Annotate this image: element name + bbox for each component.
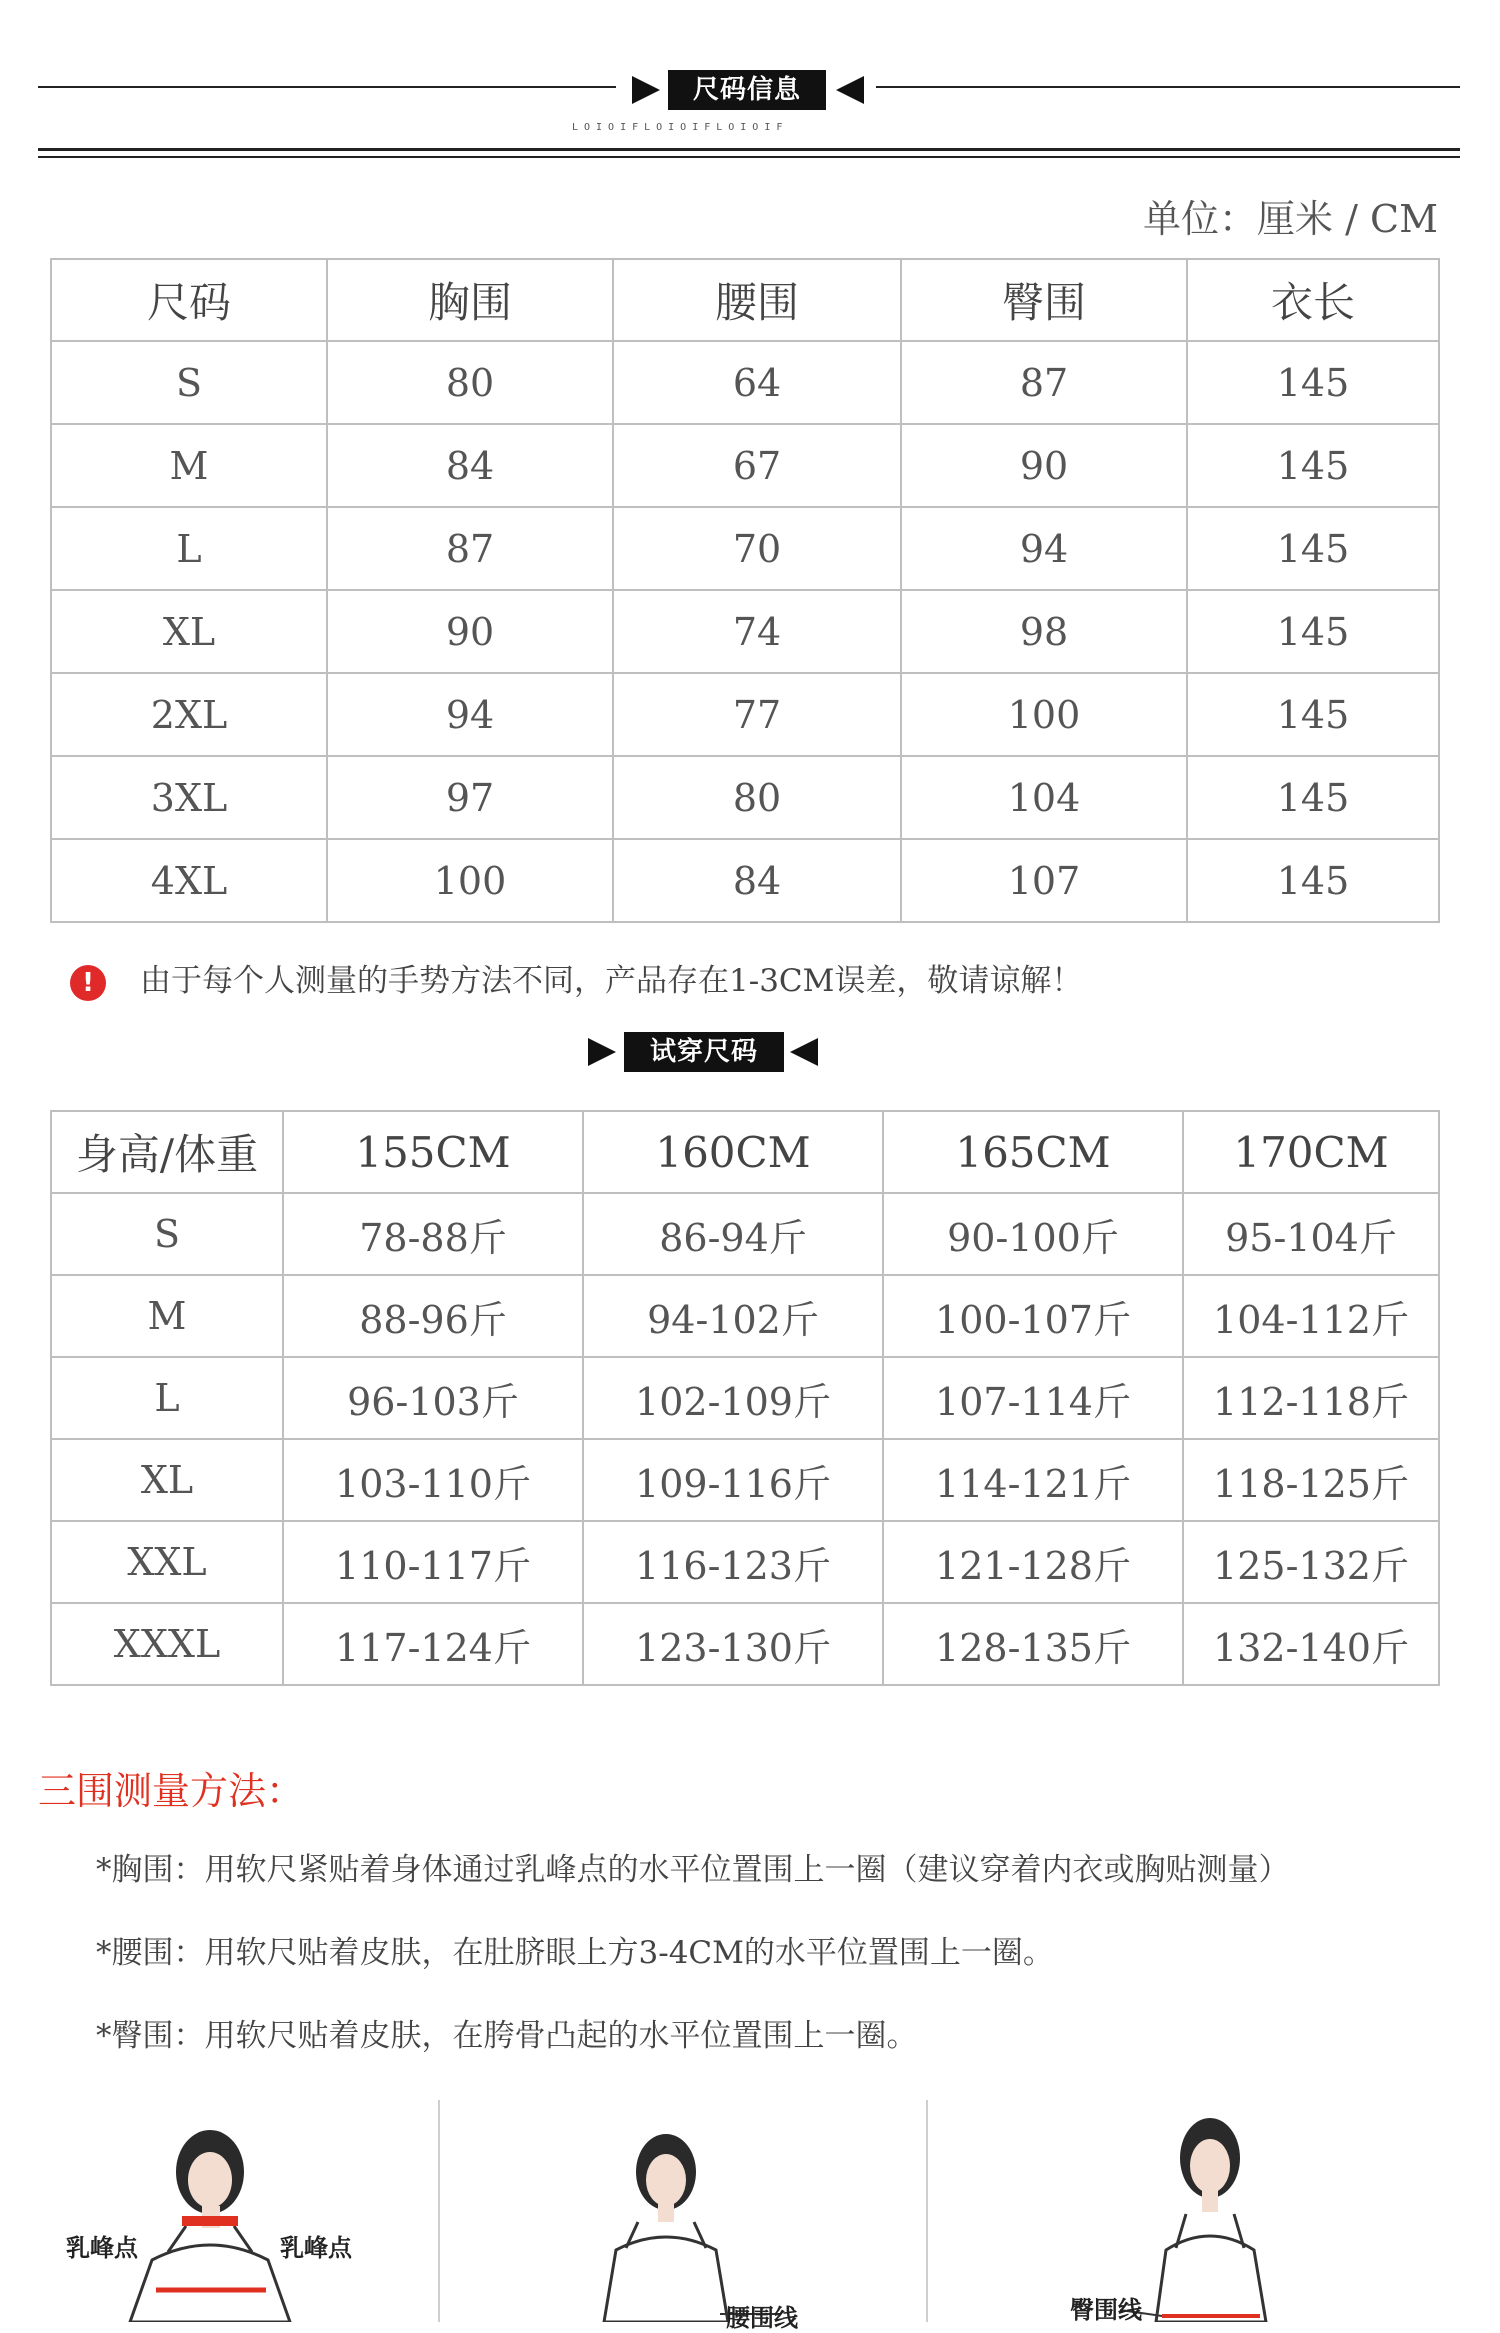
fit_table-size-cell: S xyxy=(51,1193,283,1275)
size_table-size-cell: XL xyxy=(51,590,327,673)
size_table-header-cell: 尺码 xyxy=(51,259,327,341)
size_table-value-cell: 145 xyxy=(1187,507,1439,590)
size_table-header-cell: 臀围 xyxy=(901,259,1187,341)
header-left-line xyxy=(38,86,616,88)
table-row xyxy=(51,1603,1439,1685)
size_table-size-cell: 2XL xyxy=(51,673,327,756)
size-info-badge: 尺码信息 xyxy=(668,70,826,110)
size_table-value-cell: 145 xyxy=(1187,341,1439,424)
fit_table-value-cell: 90-100斤 xyxy=(883,1193,1183,1275)
fit_table-header-cell: 160CM xyxy=(583,1111,883,1193)
size_table-size-cell: M xyxy=(51,424,327,507)
measure-line-waist: *腰围：用软尺贴着皮肤，在肚脐眼上方3-4CM的水平位置围上一圈。 xyxy=(96,1935,1054,1971)
fit-table xyxy=(50,1110,1440,1686)
table-row xyxy=(51,507,1439,590)
table-row xyxy=(51,590,1439,673)
size_table-header-cell: 胸围 xyxy=(327,259,613,341)
fit_table-size-cell: XXL xyxy=(51,1521,283,1603)
size_table-value-cell: 77 xyxy=(613,673,901,756)
size_table-value-cell: 145 xyxy=(1187,756,1439,839)
size_table-header-cell: 腰围 xyxy=(613,259,901,341)
size_table-value-cell: 104 xyxy=(901,756,1187,839)
size_table-size-cell: S xyxy=(51,341,327,424)
size_table-value-cell: 100 xyxy=(327,839,613,922)
fit_table-value-cell: 110-117斤 xyxy=(283,1521,583,1603)
size_table-value-cell: 98 xyxy=(901,590,1187,673)
unit-label: 单位：厘米 / CM xyxy=(1143,197,1438,241)
bust-point-label-right: 乳峰点 xyxy=(280,2234,352,2262)
size_table-value-cell: 87 xyxy=(901,341,1187,424)
size_table-value-cell: 80 xyxy=(327,341,613,424)
fit-right-flag-icon xyxy=(790,1038,818,1066)
notice-text: 由于每个人测量的手势方法不同，产品存在1-3CM误差，敬请谅解！ xyxy=(140,963,1083,999)
fit_table-value-cell: 128-135斤 xyxy=(883,1603,1183,1685)
table-row xyxy=(51,756,1439,839)
size_table-value-cell: 90 xyxy=(901,424,1187,507)
fit_table-value-cell: 118-125斤 xyxy=(1183,1439,1439,1521)
fit_table-size-cell: M xyxy=(51,1275,283,1357)
size_table-value-cell: 84 xyxy=(327,424,613,507)
waist-figure xyxy=(580,2130,820,2322)
measure-title: 三围测量方法： xyxy=(38,1769,305,1813)
fit_table-value-cell: 100-107斤 xyxy=(883,1275,1183,1357)
size_table-value-cell: 94 xyxy=(901,507,1187,590)
left-flag-icon xyxy=(632,76,660,104)
table-row xyxy=(51,1521,1439,1603)
size_table-value-cell: 94 xyxy=(327,673,613,756)
size_table-value-cell: 87 xyxy=(327,507,613,590)
fit_table-header-cell: 170CM xyxy=(1183,1111,1439,1193)
measure-line-hip: *臀围：用软尺贴着皮肤，在胯骨凸起的水平位置围上一圈。 xyxy=(96,2018,918,2054)
fit_table-header-cell: 155CM xyxy=(283,1111,583,1193)
size_table-value-cell: 107 xyxy=(901,839,1187,922)
fit_table-value-cell: 125-132斤 xyxy=(1183,1521,1439,1603)
table-row xyxy=(51,1193,1439,1275)
bust-figure xyxy=(60,2120,420,2322)
fit_table-header-cell: 身高/体重 xyxy=(51,1111,283,1193)
hip-line-label: 臀围线 xyxy=(1070,2296,1142,2324)
fit_table-value-cell: 121-128斤 xyxy=(883,1521,1183,1603)
fit_table-size-cell: XL xyxy=(51,1439,283,1521)
size_table-size-cell: 4XL xyxy=(51,839,327,922)
fit_table-value-cell: 104-112斤 xyxy=(1183,1275,1439,1357)
fit_table-value-cell: 109-116斤 xyxy=(583,1439,883,1521)
size_table-header-row xyxy=(51,259,1439,341)
fit_table-value-cell: 114-121斤 xyxy=(883,1439,1183,1521)
size_table-value-cell: 80 xyxy=(613,756,901,839)
exclamation-icon: ! xyxy=(70,965,106,1001)
fit_table-value-cell: 117-124斤 xyxy=(283,1603,583,1685)
size_table-value-cell: 90 xyxy=(327,590,613,673)
size_table-value-cell: 100 xyxy=(901,673,1187,756)
size_table-value-cell: 64 xyxy=(613,341,901,424)
table-row xyxy=(51,1275,1439,1357)
error-notice xyxy=(70,955,1082,1001)
fit_table-value-cell: 78-88斤 xyxy=(283,1193,583,1275)
size_table-value-cell: 145 xyxy=(1187,839,1439,922)
waist-line-label: 腰围线 xyxy=(726,2304,798,2332)
fit_table-value-cell: 123-130斤 xyxy=(583,1603,883,1685)
fit_table-value-cell: 102-109斤 xyxy=(583,1357,883,1439)
header-double-line-bottom xyxy=(38,156,1460,158)
size_table-size-cell: L xyxy=(51,507,327,590)
figure-divider-1 xyxy=(438,2100,440,2322)
size_table-value-cell: 74 xyxy=(613,590,901,673)
fit_table-value-cell: 107-114斤 xyxy=(883,1357,1183,1439)
table-row xyxy=(51,673,1439,756)
fit-left-flag-icon xyxy=(588,1038,616,1066)
fit_table-size-cell: L xyxy=(51,1357,283,1439)
table-row xyxy=(51,341,1439,424)
fit_table-header-row xyxy=(51,1111,1439,1193)
size_table-value-cell: 97 xyxy=(327,756,613,839)
size_table-header-cell: 衣长 xyxy=(1187,259,1439,341)
fit_table-value-cell: 112-118斤 xyxy=(1183,1357,1439,1439)
size-table xyxy=(50,258,1440,923)
fit_table-value-cell: 94-102斤 xyxy=(583,1275,883,1357)
fit-size-badge: 试穿尺码 xyxy=(624,1032,784,1072)
measure-line-bust: *胸围：用软尺紧贴着身体通过乳峰点的水平位置围上一圈（建议穿着内衣或胸贴测量） xyxy=(96,1852,1290,1888)
right-flag-icon xyxy=(836,76,864,104)
fit_table-header-cell: 165CM xyxy=(883,1111,1183,1193)
fit_table-size-cell: XXXL xyxy=(51,1603,283,1685)
header-double-line-top xyxy=(38,148,1460,151)
hip-figure xyxy=(1110,2110,1350,2322)
bust-point-label-left: 乳峰点 xyxy=(66,2234,138,2262)
fit_table-value-cell: 103-110斤 xyxy=(283,1439,583,1521)
size_table-size-cell: 3XL xyxy=(51,756,327,839)
figure-divider-2 xyxy=(926,2100,928,2322)
size_table-value-cell: 145 xyxy=(1187,424,1439,507)
decorative-dots: LOIOIFLOIOIFLOIOIF xyxy=(572,122,789,133)
size_table-value-cell: 70 xyxy=(613,507,901,590)
size_table-value-cell: 145 xyxy=(1187,590,1439,673)
fit_table-value-cell: 86-94斤 xyxy=(583,1193,883,1275)
size_table-value-cell: 84 xyxy=(613,839,901,922)
table-row xyxy=(51,424,1439,507)
fit_table-value-cell: 96-103斤 xyxy=(283,1357,583,1439)
fit_table-value-cell: 132-140斤 xyxy=(1183,1603,1439,1685)
fit_table-value-cell: 88-96斤 xyxy=(283,1275,583,1357)
table-row xyxy=(51,1439,1439,1521)
fit_table-value-cell: 95-104斤 xyxy=(1183,1193,1439,1275)
table-row xyxy=(51,1357,1439,1439)
table-row xyxy=(51,839,1439,922)
size_table-value-cell: 145 xyxy=(1187,673,1439,756)
header-right-line xyxy=(876,86,1460,88)
size_table-value-cell: 67 xyxy=(613,424,901,507)
fit_table-value-cell: 116-123斤 xyxy=(583,1521,883,1603)
